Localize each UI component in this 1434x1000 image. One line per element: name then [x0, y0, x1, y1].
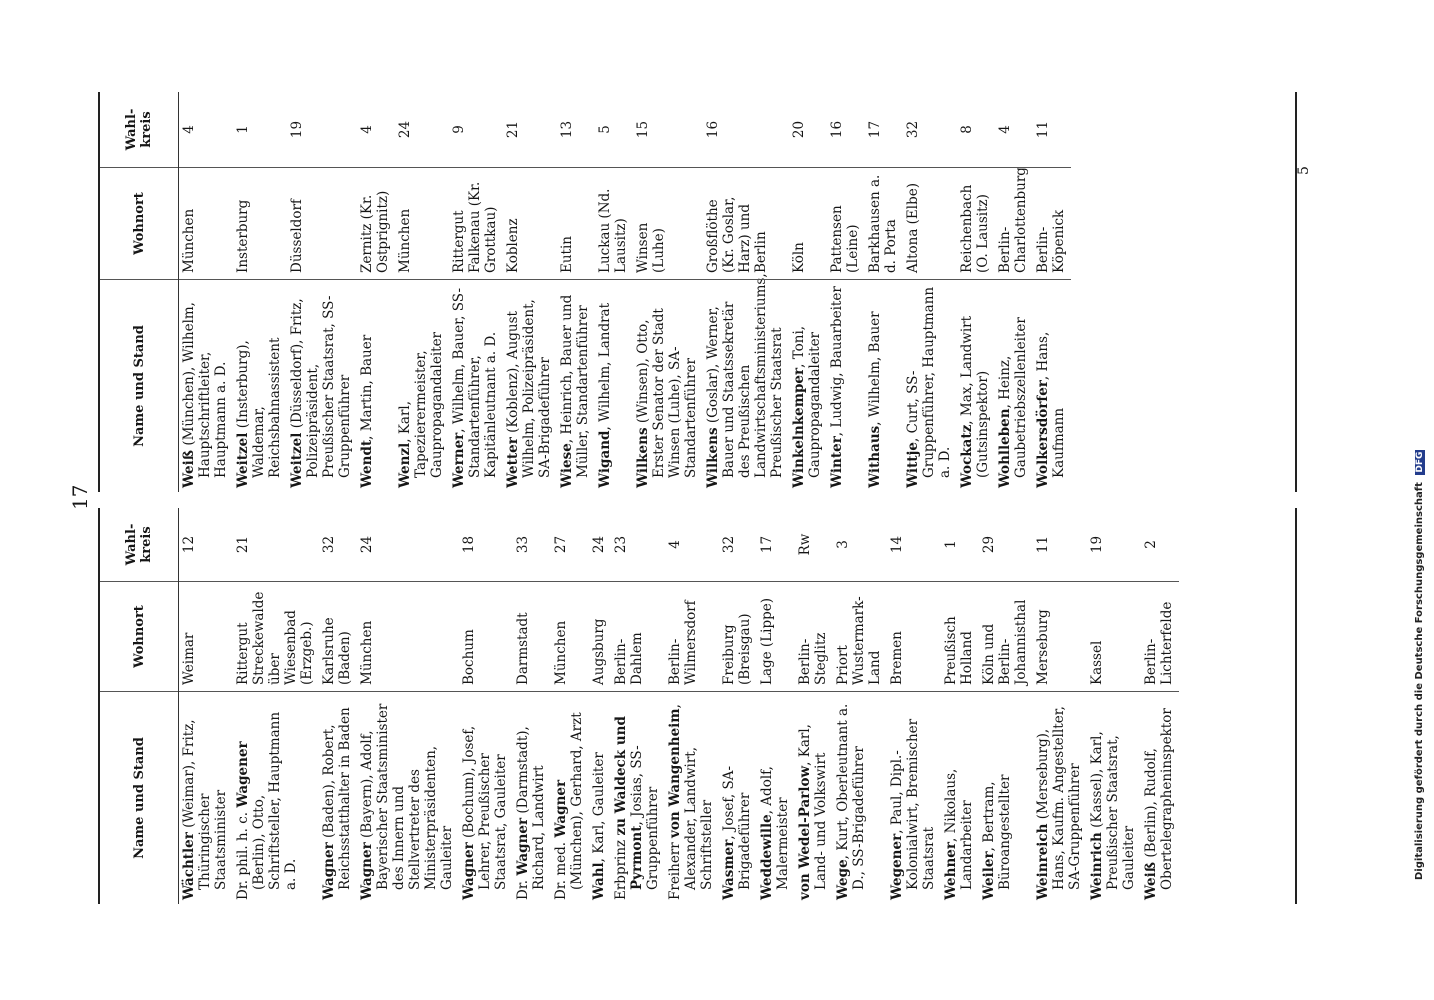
- entry-name: [1141, 692, 1179, 904]
- entry-place: Rittergut Streckewalde über Wiesenbad (Erzgeb.): [233, 582, 319, 692]
- entry-district: 27: [551, 508, 589, 582]
- entry-surname: Wigand: [597, 430, 613, 488]
- entry-district: 4: [357, 92, 395, 168]
- entry-details: (Weimar), Fritz, Thüringischer Staatsminister: [181, 719, 229, 890]
- table-row: [611, 508, 665, 904]
- table-row: [557, 92, 595, 492]
- entry-place: Weimar: [179, 582, 233, 692]
- header-name: Name und Stand: [131, 325, 147, 447]
- entry-place: Berlin-Steglitz: [795, 582, 833, 692]
- side-credit: [1414, 450, 1425, 880]
- right-table-header: [100, 92, 179, 492]
- entry-place: Karlsruhe (Baden): [319, 582, 357, 692]
- entry-place: Freiburg (Breisgau): [719, 582, 757, 692]
- entry-place: München: [395, 168, 449, 280]
- entry-name: [557, 280, 595, 492]
- entry-details: , Heinrich, Bauer und Müller, Standartenführer: [559, 294, 591, 478]
- entry-place: Insterburg: [233, 168, 287, 280]
- entry-district: 4: [665, 508, 719, 582]
- entry-name: [595, 280, 633, 492]
- entry-name: [319, 692, 357, 904]
- entry-details: , Heinz, Gaubetriebszellenleiter: [997, 317, 1029, 478]
- entry-details: (Winsen), Otto, Erster Senator der Stadt Winsen (Luhe), SA-Standartenführer: [635, 308, 699, 478]
- table-row: [903, 92, 957, 492]
- entry-name: [833, 692, 887, 904]
- entry-district: 32: [719, 508, 757, 582]
- table-row: [589, 508, 611, 904]
- entry-name: [395, 280, 449, 492]
- entry-surname: zu Waldeck und Pyrmont: [613, 716, 645, 890]
- entry-name: [903, 280, 957, 492]
- table-row: [795, 508, 833, 904]
- table-row: [357, 92, 395, 492]
- entry-details: , Karl, Land- und Volkswirt: [797, 724, 829, 890]
- entry-district: 32: [319, 508, 357, 582]
- entry-surname: Weiß: [1143, 861, 1159, 900]
- entry-surname: Wahl: [591, 862, 607, 900]
- entry-name: [795, 692, 833, 904]
- entry-details: (Berlin), Rudolf, Obertelegrapheninspektor: [1143, 708, 1175, 890]
- entry-surname: Weddewille: [759, 814, 775, 900]
- entry-district: 21: [503, 92, 557, 168]
- left-column-table: [98, 508, 1297, 904]
- entry-name: [449, 280, 503, 492]
- entry-place: München: [179, 168, 233, 280]
- entry-place: Berlin-Köpenick: [1033, 168, 1071, 280]
- entry-place: Pattensen (Leine): [827, 168, 865, 280]
- header-name: Name und Stand: [131, 737, 147, 859]
- entry-name: [865, 280, 903, 492]
- entry-place: Berlin-Lichterfelde: [1141, 582, 1179, 692]
- table-row: [865, 92, 903, 492]
- table-row: [757, 508, 795, 904]
- entry-name: [979, 692, 1033, 904]
- table-row: [957, 92, 995, 492]
- table-row: [719, 508, 757, 904]
- entry-surname: Wege: [835, 859, 851, 900]
- entry-district: 17: [757, 508, 795, 582]
- entry-name: [357, 280, 395, 492]
- entry-name: [179, 692, 233, 904]
- entry-district: 13: [557, 92, 595, 168]
- entry-details: , Curt, SS-Gruppenführer, Hauptmann a. D.: [905, 286, 953, 478]
- entry-district: 2: [1141, 508, 1179, 582]
- header-place: Wohnort: [100, 582, 178, 692]
- entry-name: [995, 280, 1033, 492]
- entry-name: [551, 692, 589, 904]
- entry-name: [503, 280, 557, 492]
- entry-district: 4: [995, 92, 1033, 168]
- entry-district: 33: [513, 508, 551, 582]
- entry-details: (Insterburg), Waldemar, Reichsbahnassistent: [235, 337, 283, 478]
- entry-details: , Adolf, Malermeister: [759, 766, 791, 890]
- entry-details: , Max, Landwirt (Gutsinspektor): [959, 315, 991, 478]
- entry-details: , Ludwig, Bauarbeiter: [829, 286, 845, 437]
- table-row: [551, 508, 589, 904]
- table-row: [665, 508, 719, 904]
- entry-surname: Wohlleben: [997, 408, 1013, 488]
- entry-surname: Wittje: [905, 442, 921, 488]
- table-row: [449, 92, 503, 492]
- entry-name: [757, 692, 795, 904]
- entry-details: (Goslar), Werner, Bauer und Staatssekretär des Preußischen Landwirtschaftsministeriums, Preußischer Staatsrat: [705, 273, 785, 478]
- entry-place: Berlin-Wilmersdorf: [665, 582, 719, 692]
- entry-district: 17: [865, 92, 903, 168]
- table-row: [179, 508, 233, 904]
- entry-name: [611, 692, 665, 904]
- entry-name: [233, 280, 287, 492]
- entry-surname: Wetter: [505, 437, 521, 488]
- entry-details: (Düsseldorf), Fritz, Polizeipräsident, Preußischer Staatsrat, SS-Gruppenführer: [289, 295, 353, 478]
- table-row: [1087, 508, 1141, 904]
- left-table-header: [100, 508, 179, 904]
- table-row: [833, 508, 887, 904]
- table-row: [513, 508, 551, 904]
- table-row: [287, 92, 357, 492]
- entry-district: 19: [1087, 508, 1141, 582]
- entry-surname: Weitzel: [289, 432, 305, 488]
- entry-name: [1087, 692, 1141, 904]
- entry-district: 18: [459, 508, 513, 582]
- entry-name: [887, 692, 941, 904]
- entry-details: , Wilhelm, Landrat: [597, 302, 613, 431]
- entry-details: (München), Wilhelm, Hauptschriftleiter, Hauptmann a. D.: [181, 302, 229, 478]
- entry-surname: Wegener: [889, 833, 905, 900]
- entry-details: , Hans, Kaufmann: [1035, 331, 1067, 478]
- table-row: [595, 92, 633, 492]
- entry-name: [789, 280, 827, 492]
- entry-district: 32: [903, 92, 957, 168]
- entry-name: [719, 692, 757, 904]
- right-column-table: [98, 92, 1297, 492]
- entry-place: Kassel: [1087, 582, 1141, 692]
- entry-place: Köln und Berlin-Johannisthal: [979, 582, 1033, 692]
- entry-surname: Weiß: [181, 449, 197, 488]
- entry-place: München: [357, 582, 459, 692]
- entry-district: 20: [789, 92, 827, 168]
- entry-details: , Toni, Gaupropagandaleiter: [791, 325, 823, 478]
- entry-place: Düsseldorf: [287, 168, 357, 280]
- entry-district: 4: [179, 92, 233, 168]
- page-number: 17: [68, 484, 92, 510]
- entry-name: [665, 692, 719, 904]
- table-row: [1141, 508, 1179, 904]
- header-place: Wohnort: [100, 168, 178, 280]
- entry-surname: Wilkens: [635, 427, 651, 488]
- entry-title: Erbprinz: [613, 835, 629, 900]
- table-row: [503, 92, 557, 492]
- entry-details: , Bertram, Büroangestellter: [981, 774, 1013, 890]
- entry-surname: Winkelnkemper: [791, 367, 807, 488]
- entry-details: , Karl, Tapezierermeister, Gaupropagandaleiter: [397, 331, 445, 478]
- entry-surname: Wächtler: [181, 832, 197, 900]
- table-row: [233, 92, 287, 492]
- table-row: [395, 92, 449, 492]
- entry-district: 3: [833, 508, 887, 582]
- entry-name: [1033, 692, 1087, 904]
- entry-district: 11: [1033, 508, 1087, 582]
- entry-title: Dr. phil. h. c.: [235, 807, 251, 900]
- entry-place: Berlin-Dahlem: [611, 582, 665, 692]
- entry-surname: Wagener: [235, 741, 251, 808]
- entry-surname: Wenzl: [397, 442, 413, 488]
- entry-district: 9: [449, 92, 503, 168]
- entry-place: Preußisch Holland: [941, 582, 979, 692]
- entry-surname: Wagner: [321, 842, 337, 900]
- entry-details: , Kurt, Oberleutnant a. D., SS-Brigadeführer: [835, 703, 867, 890]
- entry-surname: Weitzel: [235, 432, 251, 488]
- entry-place: Altona (Elbe): [903, 168, 957, 280]
- entry-details: (Merseburg), Hans, Kaufm. Angestellter, SA-Gruppenführer: [1035, 706, 1083, 890]
- entry-details: (München), Gerhard, Arzt: [569, 712, 585, 890]
- entry-name: [1033, 280, 1071, 492]
- entry-district: 29: [979, 508, 1033, 582]
- entry-place: Augsburg: [589, 582, 611, 692]
- entry-surname: Weiler: [981, 851, 997, 900]
- entry-title: Freiherr: [667, 837, 683, 900]
- table-row: [827, 92, 865, 492]
- entry-district: 24: [589, 508, 611, 582]
- entry-district: 19: [287, 92, 357, 168]
- entry-district: Rw: [795, 508, 833, 582]
- entry-place: Großflöthe (Kr. Goslar, Harz) und Berlin: [703, 168, 789, 280]
- table-row: [459, 508, 513, 904]
- entry-district: 1: [233, 92, 287, 168]
- entry-surname: von Wangenheim: [667, 708, 683, 838]
- entry-place: München: [551, 582, 589, 692]
- left-table-body: [179, 508, 1179, 904]
- entry-surname: von Wedel-Parlow: [797, 765, 813, 900]
- entry-details: (Bayern), Adolf, Bayerischer Staatsminister des Innern und Stellvertreter des Ministerpräsidenten, Gauleiter: [359, 703, 455, 890]
- header-district: Wahl-kreis: [100, 508, 178, 582]
- entry-place: Luckau (Nd. Lausitz): [595, 168, 633, 280]
- entry-surname: Winter: [829, 436, 845, 488]
- entry-details: , Karl, Gauleiter: [591, 752, 607, 863]
- entry-surname: Wagner: [553, 779, 569, 838]
- entry-place: Eutin: [557, 168, 595, 280]
- entry-place: Winsen (Luhe): [633, 168, 703, 280]
- table-row: [1033, 508, 1087, 904]
- entry-district: 15: [633, 92, 703, 168]
- entry-place: Bremen: [887, 582, 941, 692]
- entry-place: Rittergut Falkenau (Kr. Grottkau): [449, 168, 503, 280]
- dfg-logo: DFG: [1415, 451, 1425, 473]
- entry-details: , Wilhelm, Bauer, SS-Standartenführer, Kapitänleutnant a. D.: [451, 287, 499, 478]
- entry-surname: Wagner: [359, 842, 375, 900]
- entry-details: (Kassel), Karl, Preußischer Staatsrat, Gauleiter: [1089, 731, 1137, 890]
- entry-district: 16: [703, 92, 789, 168]
- right-table-body: [179, 92, 1071, 492]
- entry-name: [941, 692, 979, 904]
- entry-details: (Baden), Robert, Reichsstatthalter in Baden: [321, 707, 353, 890]
- entry-surname: Wilkens: [705, 427, 721, 488]
- entry-district: 23: [611, 508, 665, 582]
- entry-district: 5: [595, 92, 633, 168]
- table-row: [979, 508, 1033, 904]
- entry-details: , Nikolaus, Landarbeiter: [943, 768, 975, 890]
- header-district: Wahl-kreis: [100, 92, 178, 168]
- entry-place: Zernitz (Kr. Ostprignitz): [357, 168, 395, 280]
- table-row: [703, 92, 789, 492]
- entry-surname: Wehner: [943, 842, 959, 900]
- entry-surname: Wagner: [515, 817, 531, 876]
- entry-district: 1: [941, 508, 979, 582]
- side-credit-text: Digitalisierung gefördert durch die Deutsche Forschungsgemeinschaft: [1414, 482, 1425, 880]
- entry-name: [589, 692, 611, 904]
- entry-name: [459, 692, 513, 904]
- entry-surname: Withaus: [867, 425, 883, 488]
- entry-details: (Darmstadt), Richard, Landwirt: [515, 726, 547, 890]
- entry-details: , Wilhelm, Bauer: [867, 311, 883, 426]
- entry-surname: Wasmer: [721, 839, 737, 900]
- table-row: [1033, 92, 1071, 492]
- entry-details: (Berlin), Otto, Schriftsteller, Hauptmann a. D.: [251, 711, 299, 890]
- entry-district: 16: [827, 92, 865, 168]
- entry-name: [287, 280, 357, 492]
- entry-place: Reichenbach (O. Lausitz): [957, 168, 995, 280]
- entry-district: 8: [957, 92, 995, 168]
- entry-surname: Wagner: [461, 842, 477, 900]
- entry-district: 21: [233, 508, 319, 582]
- entry-place: Bochum: [459, 582, 513, 692]
- entry-surname: Werner: [451, 432, 467, 488]
- entry-surname: Wolkersdörfer: [1035, 380, 1051, 488]
- entry-name: [513, 692, 551, 904]
- entry-name: [179, 280, 233, 492]
- entry-place: Lage (Lippe): [757, 582, 795, 692]
- table-row: [633, 92, 703, 492]
- entry-place: Darmstadt: [513, 582, 551, 692]
- entry-details: , Josias, SS-Gruppenführer: [629, 745, 661, 890]
- table-row: [887, 508, 941, 904]
- entry-district: 12: [179, 508, 233, 582]
- entry-place: Priort Wustermark-Land: [833, 582, 887, 692]
- entry-title: Dr.: [515, 875, 531, 900]
- entry-place: Barkhausen a. d. Porta: [865, 168, 903, 280]
- entry-details: , Josef, SA-Brigadeführer: [721, 765, 753, 890]
- entry-district: 24: [395, 92, 449, 168]
- table-row: [233, 508, 319, 904]
- entry-details: , Paul, Dipl.-Kolonialwirt, Bremischer Staatsrat: [889, 718, 937, 890]
- entry-name: [957, 280, 995, 492]
- entry-surname: Wockatz: [959, 424, 975, 488]
- table-row: [357, 508, 459, 904]
- table-row: [941, 508, 979, 904]
- entry-surname: Weinreich: [1035, 823, 1051, 900]
- entry-name: [233, 692, 319, 904]
- entry-name: [357, 692, 459, 904]
- entry-details: , Alexander, Landwirt, Schriftsteller: [667, 704, 715, 890]
- entry-details: (Koblenz), August Wilhelm, Polizeipräsident, SA-Brigadeführer: [505, 299, 553, 478]
- entry-name: [633, 280, 703, 492]
- table-row: [995, 92, 1033, 492]
- table-row: [789, 92, 827, 492]
- entry-surname: Wendt: [359, 439, 375, 488]
- entry-place: Köln: [789, 168, 827, 280]
- entry-surname: Wiese: [559, 443, 575, 488]
- footer-number: 5: [1296, 166, 1312, 175]
- entry-place: Koblenz: [503, 168, 557, 280]
- entry-district: 24: [357, 508, 459, 582]
- entry-place: Berlin-Charlottenburg: [995, 168, 1033, 280]
- entry-district: 14: [887, 508, 941, 582]
- entry-details: , Martin, Bauer: [359, 334, 375, 440]
- entry-title: Dr. med.: [553, 837, 569, 900]
- table-row: [179, 92, 233, 492]
- entry-details: (Bochum), Josef, Lehrer, Preußischer Staatsrat, Gauleiter: [461, 725, 509, 890]
- entry-name: [703, 273, 789, 492]
- entry-district: 11: [1033, 92, 1071, 168]
- entry-name: [827, 280, 865, 492]
- table-row: [319, 508, 357, 904]
- entry-place: Merseburg: [1033, 582, 1087, 692]
- entry-surname: Weinrich: [1089, 832, 1105, 900]
